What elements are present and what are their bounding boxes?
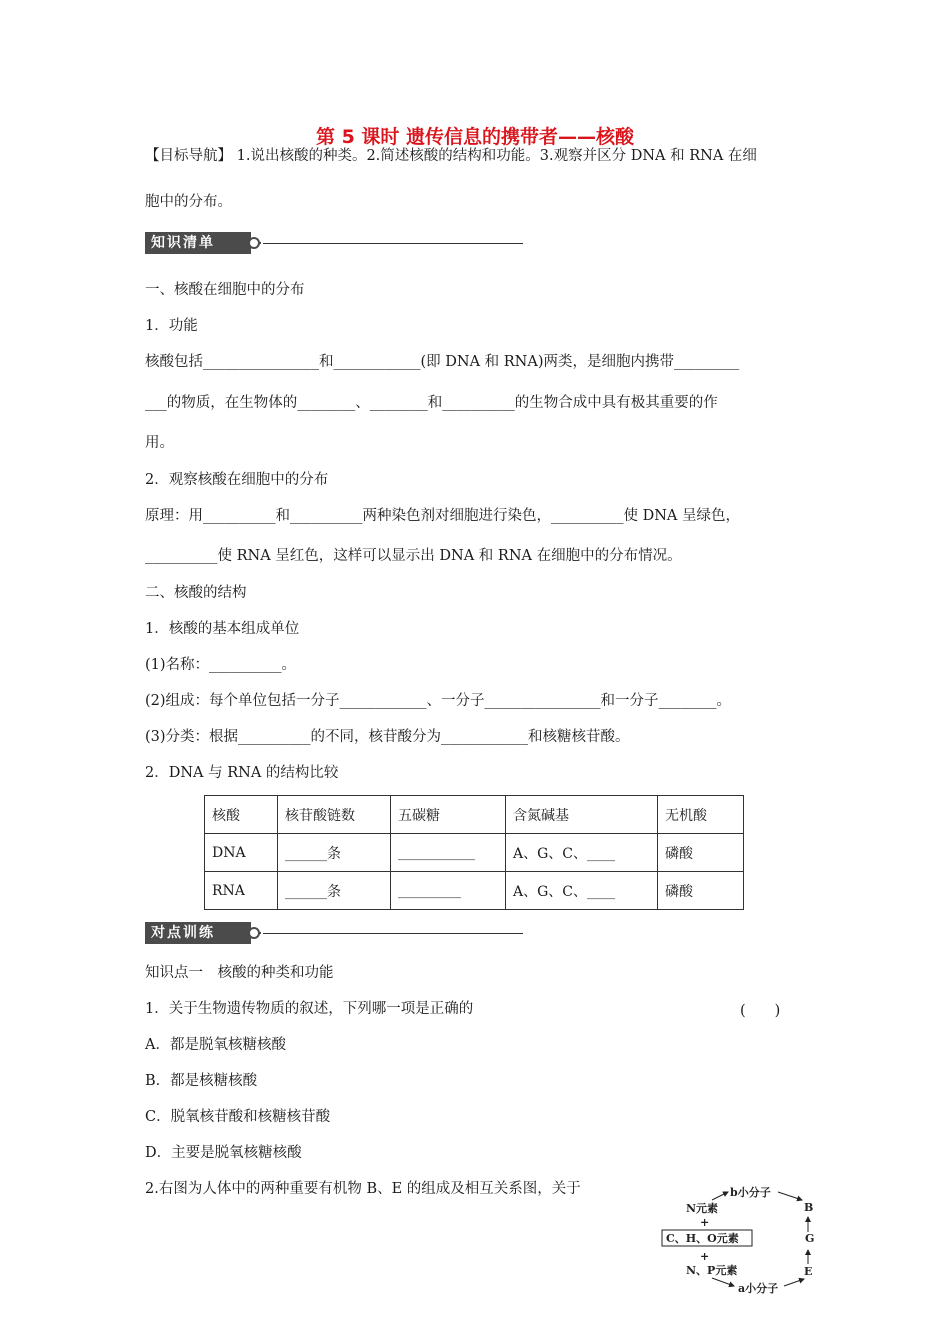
question-1: 1．关于生物遗传物质的叙述，下列哪一项是正确的 — [145, 1001, 474, 1017]
knowledge-point-1: 知识点一 核酸的种类和功能 — [145, 965, 334, 981]
organic-molecule-diagram — [650, 1180, 830, 1300]
table-header-cell: 核酸 — [205, 796, 278, 834]
part1-sub2: 2．观察核酸在细胞中的分布 — [145, 472, 329, 488]
part1-p4: 原理：用__________和__________两种染色剂对细胞进行染色，__________使 DNA 呈绿色， — [145, 508, 741, 524]
objective-line-2: 胞中的分布。 — [145, 194, 232, 210]
table-cell: A、G、C、____ — [506, 834, 658, 872]
part1-p1: 核酸包括________________和____________(即 DNA 和 RNA)两类，是细胞内携带_________ — [145, 354, 740, 370]
part2-item2: (2)组成：每个单位包括一分子____________、一分子________________和一分子________。 — [145, 693, 732, 709]
b-molecule-label: b小分子 — [730, 1186, 771, 1199]
option-a: A．都是脱氧核糖核酸 — [145, 1037, 286, 1053]
g-label: G — [805, 1232, 815, 1245]
table-cell: 磷酸 — [658, 872, 744, 910]
table-cell: 磷酸 — [658, 834, 744, 872]
arrow — [712, 1192, 728, 1200]
bullet-dot-icon — [248, 927, 260, 939]
question-2: 2.右图为人体中的两种重要有机物 B、E 的组成及相互关系图，关于 — [145, 1181, 581, 1197]
part1-heading: 一、核酸在细胞中的分布 — [145, 282, 305, 298]
plus-sign: + — [700, 1216, 710, 1229]
part2-item3: (3)分类：根据__________的不同，核苷酸分为____________和核糖核苷酸。 — [145, 729, 630, 745]
part1-p2: ___的物质，在生物体的________、________和__________的生物合成中具有极其重要的作 — [145, 395, 718, 411]
n-element-label: N元素 — [686, 1202, 719, 1215]
table-row — [205, 872, 744, 910]
plus-sign: + — [700, 1250, 710, 1263]
arrow — [778, 1192, 802, 1200]
part1-p5: __________使 RNA 呈红色，这样可以显示出 DNA 和 RNA 在细胞中的分布情况。 — [145, 548, 682, 564]
section-label: 对点训练 — [145, 922, 251, 944]
part1-sub1: 1．功能 — [145, 318, 198, 334]
table-header-cell: 五碳糖 — [391, 796, 506, 834]
table-cell: ___________ — [391, 834, 506, 872]
table-cell: ______条 — [278, 834, 391, 872]
page-title: 第 5 课时 遗传信息的携带者——核酸 — [315, 126, 635, 148]
part2-sub1: 1．核酸的基本组成单位 — [145, 621, 300, 637]
a-molecule-label: a小分子 — [738, 1282, 779, 1295]
part2-sub2: 2．DNA 与 RNA 的结构比较 — [145, 765, 339, 781]
b-label: B — [804, 1201, 814, 1214]
table-row — [205, 834, 744, 872]
arrow — [712, 1278, 734, 1286]
bullet-dot-icon — [248, 237, 260, 249]
part2-item1: (1)名称：__________。 — [145, 657, 297, 673]
cho-element-label: C、H、O元素 — [666, 1232, 739, 1245]
table-cell: DNA — [205, 834, 278, 872]
part1-p3: 用。 — [145, 435, 174, 451]
section-label: 知识清单 — [145, 232, 251, 254]
table-cell: ______条 — [278, 872, 391, 910]
table-header-row — [205, 796, 744, 834]
e-label: E — [804, 1265, 813, 1278]
divider — [263, 933, 523, 934]
answer-blank: ( ) — [740, 1003, 781, 1019]
table-header-cell: 核苷酸链数 — [278, 796, 391, 834]
option-d: D．主要是脱氧核糖核酸 — [145, 1145, 302, 1161]
table-header-cell: 含氮碱基 — [506, 796, 658, 834]
option-c: C．脱氧核苷酸和核糖核苷酸 — [145, 1109, 331, 1125]
np-element-label: N、P元素 — [686, 1264, 738, 1277]
table-cell: RNA — [205, 872, 278, 910]
option-b: B．都是核糖核酸 — [145, 1073, 258, 1089]
divider — [263, 243, 523, 244]
table-cell: A、G、C、____ — [506, 872, 658, 910]
part2-heading: 二、核酸的结构 — [145, 585, 247, 601]
objective-line-1: 【目标导航】 1.说出核酸的种类。2.简述核酸的结构和功能。3.观察并区分 DNA 和 RNA 在细 — [145, 148, 757, 164]
dna-rna-comparison-table — [204, 795, 744, 910]
table-header-cell: 无机酸 — [658, 796, 744, 834]
table-cell: _________ — [391, 872, 506, 910]
arrow — [784, 1279, 804, 1286]
